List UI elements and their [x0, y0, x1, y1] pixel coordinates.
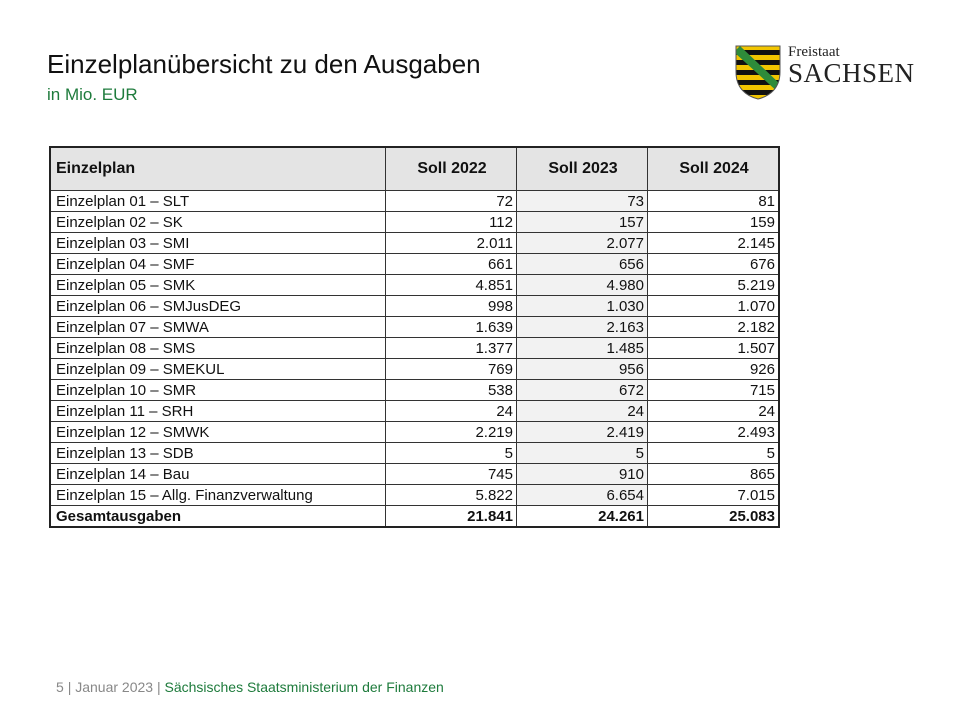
- table-row: [50, 422, 779, 443]
- table-row: [50, 338, 779, 359]
- row-soll-2022: 72: [386, 191, 517, 212]
- footer-page-number: 5: [56, 679, 64, 695]
- row-soll-2022: 538: [386, 380, 517, 401]
- column-header-soll-2024: Soll 2024: [648, 147, 780, 191]
- row-soll-2024: 715: [648, 380, 780, 401]
- row-einzelplan: Einzelplan 11 – SRH: [50, 401, 386, 422]
- row-soll-2023: 73: [517, 191, 648, 212]
- footer-separator: |: [156, 679, 165, 695]
- row-soll-2023: 672: [517, 380, 648, 401]
- row-einzelplan: Einzelplan 14 – Bau: [50, 464, 386, 485]
- row-einzelplan: Einzelplan 07 – SMWA: [50, 317, 386, 338]
- coat-of-arms-icon: [734, 44, 782, 100]
- row-soll-2022: 5: [386, 443, 517, 464]
- row-soll-2024: 24: [648, 401, 780, 422]
- row-soll-2024: 2.145: [648, 233, 780, 254]
- total-label: Gesamtausgaben: [50, 506, 386, 528]
- row-soll-2022: 24: [386, 401, 517, 422]
- row-einzelplan: Einzelplan 12 – SMWK: [50, 422, 386, 443]
- saxony-logo: [734, 44, 924, 102]
- table-row: [50, 191, 779, 212]
- row-soll-2023: 1.485: [517, 338, 648, 359]
- row-soll-2024: 5: [648, 443, 780, 464]
- row-soll-2022: 745: [386, 464, 517, 485]
- total-soll-2024: 25.083: [648, 506, 780, 528]
- table-row: [50, 275, 779, 296]
- row-einzelplan: Einzelplan 01 – SLT: [50, 191, 386, 212]
- row-soll-2022: 661: [386, 254, 517, 275]
- row-soll-2022: 4.851: [386, 275, 517, 296]
- row-soll-2024: 865: [648, 464, 780, 485]
- row-soll-2024: 2.182: [648, 317, 780, 338]
- row-soll-2022: 2.011: [386, 233, 517, 254]
- total-row: [50, 506, 779, 528]
- row-soll-2023: 5: [517, 443, 648, 464]
- row-einzelplan: Einzelplan 06 – SMJusDEG: [50, 296, 386, 317]
- table-row: [50, 443, 779, 464]
- table-row: [50, 317, 779, 338]
- table-row: [50, 359, 779, 380]
- row-soll-2022: 769: [386, 359, 517, 380]
- row-soll-2022: 998: [386, 296, 517, 317]
- row-einzelplan: Einzelplan 15 – Allg. Finanzverwaltung: [50, 485, 386, 506]
- footer-separator: |: [67, 679, 76, 695]
- column-header-soll-2023: Soll 2023: [517, 147, 648, 191]
- table-row: [50, 401, 779, 422]
- row-soll-2024: 676: [648, 254, 780, 275]
- table-row: [50, 296, 779, 317]
- row-soll-2023: 910: [517, 464, 648, 485]
- row-soll-2022: 1.639: [386, 317, 517, 338]
- row-einzelplan: Einzelplan 04 – SMF: [50, 254, 386, 275]
- table-row: [50, 464, 779, 485]
- row-soll-2023: 656: [517, 254, 648, 275]
- row-soll-2022: 5.822: [386, 485, 517, 506]
- row-soll-2024: 1.070: [648, 296, 780, 317]
- total-soll-2022: 21.841: [386, 506, 517, 528]
- table-row: [50, 212, 779, 233]
- row-soll-2024: 926: [648, 359, 780, 380]
- table-row: [50, 485, 779, 506]
- row-soll-2024: 5.219: [648, 275, 780, 296]
- row-einzelplan: Einzelplan 13 – SDB: [50, 443, 386, 464]
- row-soll-2022: 112: [386, 212, 517, 233]
- row-soll-2024: 7.015: [648, 485, 780, 506]
- row-soll-2023: 157: [517, 212, 648, 233]
- page-subtitle: in Mio. EUR: [47, 85, 138, 104]
- row-einzelplan: Einzelplan 03 – SMI: [50, 233, 386, 254]
- row-soll-2023: 2.163: [517, 317, 648, 338]
- table-row: [50, 380, 779, 401]
- table-row: [50, 233, 779, 254]
- total-soll-2023: 24.261: [517, 506, 648, 528]
- logo-line2: SACHSEN: [788, 58, 915, 88]
- row-soll-2024: 2.493: [648, 422, 780, 443]
- row-soll-2023: 2.077: [517, 233, 648, 254]
- row-soll-2023: 956: [517, 359, 648, 380]
- budget-table: [49, 146, 780, 528]
- row-soll-2023: 6.654: [517, 485, 648, 506]
- footer-organization: Sächsisches Staatsministerium der Finanzen: [164, 679, 444, 695]
- table-row: [50, 254, 779, 275]
- row-soll-2022: 2.219: [386, 422, 517, 443]
- row-soll-2023: 4.980: [517, 275, 648, 296]
- column-header-soll-2022: Soll 2022: [386, 147, 517, 191]
- column-header-einzelplan: Einzelplan: [50, 147, 386, 191]
- row-soll-2022: 1.377: [386, 338, 517, 359]
- row-einzelplan: Einzelplan 02 – SK: [50, 212, 386, 233]
- row-einzelplan: Einzelplan 09 – SMEKUL: [50, 359, 386, 380]
- row-einzelplan: Einzelplan 10 – SMR: [50, 380, 386, 401]
- row-soll-2024: 1.507: [648, 338, 780, 359]
- row-soll-2023: 2.419: [517, 422, 648, 443]
- table-header-row: [50, 147, 779, 191]
- page-title: Einzelplanübersicht zu den Ausgaben: [47, 49, 481, 79]
- row-soll-2024: 159: [648, 212, 780, 233]
- footer-date: Januar 2023: [75, 679, 154, 695]
- row-soll-2024: 81: [648, 191, 780, 212]
- row-einzelplan: Einzelplan 05 – SMK: [50, 275, 386, 296]
- row-soll-2023: 24: [517, 401, 648, 422]
- footer: [56, 679, 444, 695]
- row-soll-2023: 1.030: [517, 296, 648, 317]
- row-einzelplan: Einzelplan 08 – SMS: [50, 338, 386, 359]
- logo-line1: Freistaat: [788, 44, 840, 60]
